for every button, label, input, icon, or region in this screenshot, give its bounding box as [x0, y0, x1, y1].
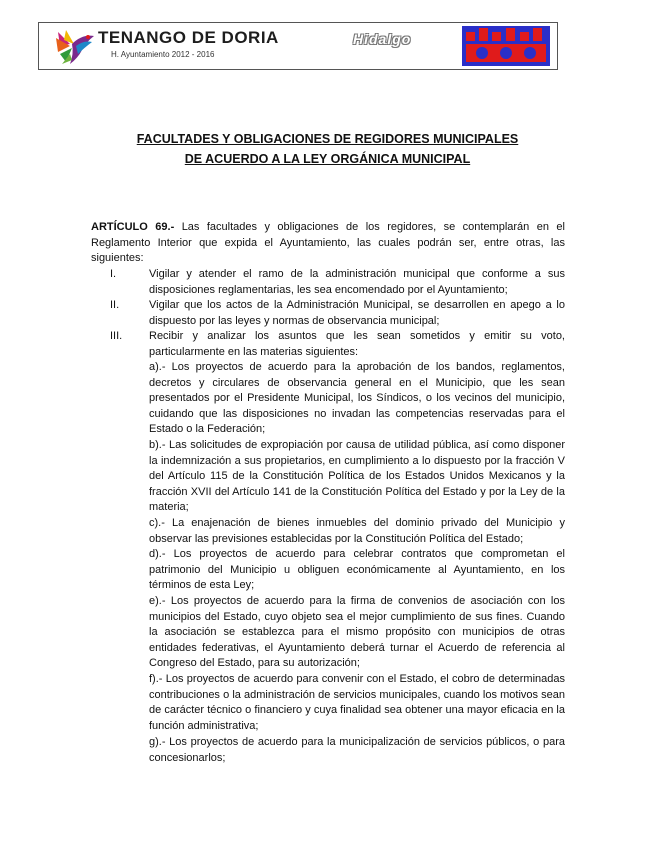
item-text: Vigilar que los actos de la Administración Municipal, se desarrollen en apego a lo dispuesto por las leyes y normas de observancia municipal; — [149, 299, 565, 327]
subitem-text: f).- Los proyectos de acuerdo para convenir con el Estado, el cobro de determinadas contribuciones o la administración de servicios municipales, cuando los motivos sean de carácter técnico o financiero y cuya finalidad sea obtener una mayor eficacia en la función administrativa; — [149, 673, 565, 732]
article-intro-text: Las facultades y obligaciones de los regidores, se contemplarán en el Reglamento Interior que expida el Ayuntamiento, las cuales podrán ser, entre otras, las siguientes: — [91, 221, 565, 265]
subitem-text: d).- Los proyectos de acuerdo para celebrar contratos que comprometan el patrimonio del Municipio u obliguen económicamente al Ayuntamiento, en los términos de esta Ley; — [149, 548, 565, 592]
article-intro — [91, 220, 565, 267]
item-number: II. — [110, 299, 120, 311]
item-number: I. — [110, 268, 117, 280]
document-title-line-2: DE ACUERDO A LA LEY ORGÁNICA MUNICIPAL — [184, 152, 471, 166]
item-text: Vigilar y atender el ramo de la administración municipal que conforme a sus disposiciones reglamentarias, les sea encomendado por el Ayuntamiento; — [149, 268, 565, 296]
document-title-line-1: FACULTADES Y OBLIGACIONES DE REGIDORES MUNICIPALES — [136, 132, 519, 146]
state-name: Hidalgo — [353, 31, 412, 47]
municipality-name: TENANGO DE DORIA — [98, 28, 279, 47]
subitem-text: b).- Las solicitudes de expropiación por causa de utilidad pública, así como disponer la indemnización a sus propietarios, en cumplimiento a lo dispuesto por la fracción V del Artículo 115 de la Constitución Política de los Estados Unidos Mexicanos y la fracción XVII del Artículo 141 de la Constitución Política del Estado y por la Ley de la materia; — [149, 439, 565, 514]
subitem-text: g).- Los proyectos de acuerdo para la municipalización de servicios públicos, o para concesionarlos; — [149, 736, 565, 764]
municipal-emblem-icon — [460, 24, 552, 68]
subitem-text: c).- La enajenación de bienes inmuebles del dominio privado del Municipio y observar las previsiones establecidas por la Constitución Política del Estado; — [149, 517, 565, 545]
article-label: ARTÍCULO 69.- — [91, 221, 175, 233]
item-number: III. — [110, 330, 123, 342]
subitem-text: a).- Los proyectos de acuerdo para la aprobación de los bandos, reglamentos, decretos y circulares de observancia general en el Municipio, que les sean presentados por el Presidente Municipal, los Síndicos, o los vecinos del municipio, cuidando que las disposiciones no invadan las competencias reservadas para el Estado o la Federación; — [149, 361, 565, 436]
item-text: Recibir y analizar los asuntos que les sean sometidos y emitir su voto, particularmente en las materias siguientes: — [149, 330, 565, 358]
administration-period: H. Ayuntamiento 2012 - 2016 — [111, 50, 215, 59]
municipal-logo-icon — [52, 24, 98, 68]
subitem-text: e).- Los proyectos de acuerdo para la firma de convenios de asociación con los municipios del Estado, cuyo objeto sea el mejor cumplimiento de sus fines. Cuando la asociación se establezca para el mismo propósito con municipios de otras entidades federativas, el Ayuntamiento deberá turnar el Acuerdo de referencia al Congreso del Estado, para su autorización; — [149, 595, 565, 670]
